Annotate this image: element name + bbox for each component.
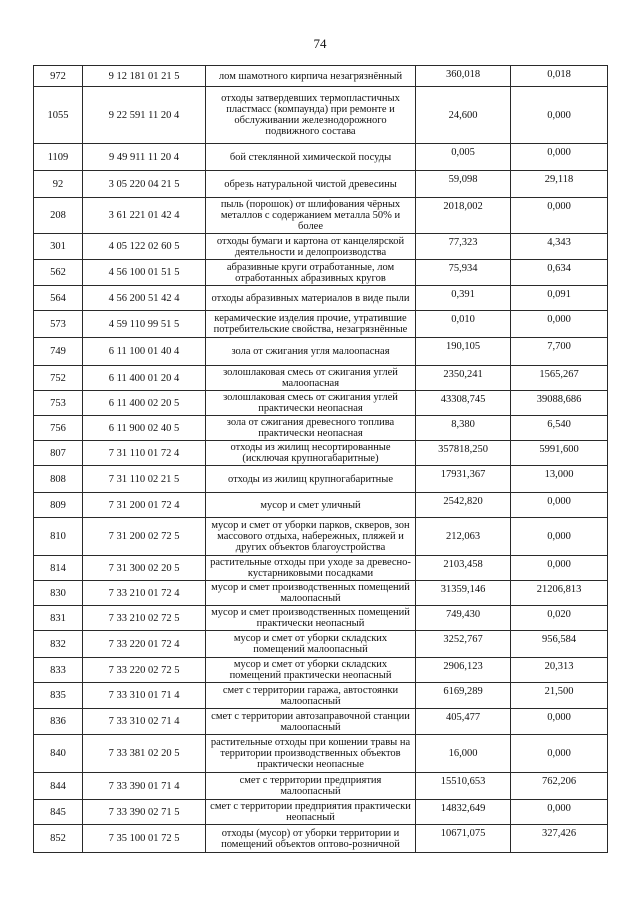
row-number-cell: 831 — [34, 606, 83, 631]
table-row — [34, 825, 608, 853]
value-1-cell: 14832,649 — [416, 800, 511, 825]
waste-code-cell: 7 33 310 01 71 4 — [83, 683, 206, 709]
row-number-cell: 753 — [34, 391, 83, 416]
waste-name-cell: растительные отходы при уходе за древесно-кустарниковыми посадками — [206, 556, 416, 581]
table-row — [34, 773, 608, 800]
waste-name-cell: смет с территории предприятия практически неопасный — [206, 800, 416, 825]
value-2-cell: 0,000 — [511, 198, 608, 234]
table-row — [34, 556, 608, 581]
waste-table — [33, 65, 608, 853]
value-1-cell: 2542,820 — [416, 493, 511, 518]
value-1-cell: 360,018 — [416, 66, 511, 87]
waste-code-cell: 6 11 900 02 40 5 — [83, 416, 206, 441]
waste-name-cell: мусор и смет от уборки парков, скверов, зон массового отдыха, набережных, пляжей и других объектов благоустройства — [206, 518, 416, 556]
waste-code-cell: 4 56 200 51 42 4 — [83, 286, 206, 311]
table-row — [34, 391, 608, 416]
value-1-cell: 43308,745 — [416, 391, 511, 416]
waste-code-cell: 6 11 400 02 20 5 — [83, 391, 206, 416]
value-2-cell: 0,000 — [511, 493, 608, 518]
value-2-cell: 0,091 — [511, 286, 608, 311]
table-row — [34, 735, 608, 773]
waste-code-cell: 7 33 390 01 71 4 — [83, 773, 206, 800]
waste-name-cell: смет с территории автозаправочной станции малоопасный — [206, 709, 416, 735]
value-2-cell: 0,000 — [511, 735, 608, 773]
waste-name-cell: мусор и смет производственных помещений малоопасный — [206, 581, 416, 606]
waste-code-cell: 3 61 221 01 42 4 — [83, 198, 206, 234]
value-1-cell: 0,005 — [416, 144, 511, 171]
table-row — [34, 658, 608, 683]
value-2-cell: 0,000 — [511, 144, 608, 171]
waste-name-cell: мусор и смет от уборки складских помещений практически неопасный — [206, 658, 416, 683]
waste-name-cell: мусор и смет от уборки складских помещений малоопасный — [206, 631, 416, 658]
table-row — [34, 606, 608, 631]
table-row — [34, 338, 608, 366]
table-row — [34, 366, 608, 391]
waste-name-cell: отходы (мусор) от уборки территории и помещений объектов оптово-розничной — [206, 825, 416, 853]
waste-name-cell: отходы из жилищ крупногабаритные — [206, 466, 416, 493]
value-2-cell: 1565,267 — [511, 366, 608, 391]
value-2-cell: 6,540 — [511, 416, 608, 441]
table-row — [34, 800, 608, 825]
table-row — [34, 171, 608, 198]
table-row — [34, 683, 608, 709]
table-row — [34, 466, 608, 493]
waste-code-cell: 4 05 122 02 60 5 — [83, 234, 206, 260]
row-number-cell: 810 — [34, 518, 83, 556]
row-number-cell: 1055 — [34, 87, 83, 144]
value-1-cell: 77,323 — [416, 234, 511, 260]
waste-name-cell: смет с территории гаража, автостоянки малоопасный — [206, 683, 416, 709]
value-2-cell: 0,000 — [511, 800, 608, 825]
value-2-cell: 0,000 — [511, 556, 608, 581]
waste-code-cell: 9 49 911 11 20 4 — [83, 144, 206, 171]
value-1-cell: 59,098 — [416, 171, 511, 198]
waste-name-cell: пыль (порошок) от шлифования чёрных металлов с содержанием металла 50% и более — [206, 198, 416, 234]
value-1-cell: 6169,289 — [416, 683, 511, 709]
waste-code-cell: 7 31 110 01 72 4 — [83, 441, 206, 466]
waste-code-cell: 7 33 381 02 20 5 — [83, 735, 206, 773]
value-2-cell: 13,000 — [511, 466, 608, 493]
value-2-cell: 0,000 — [511, 709, 608, 735]
row-number-cell: 756 — [34, 416, 83, 441]
waste-name-cell: отходы затвердевших термопластичных пластмасс (компаунда) при ремонте и обслуживании железнодорожного подвижного состава — [206, 87, 416, 144]
row-number-cell: 832 — [34, 631, 83, 658]
value-1-cell: 2906,123 — [416, 658, 511, 683]
row-number-cell: 852 — [34, 825, 83, 853]
waste-name-cell: обрезь натуральной чистой древесины — [206, 171, 416, 198]
waste-code-cell: 7 33 210 02 72 5 — [83, 606, 206, 631]
page-number: 74 — [313, 36, 327, 51]
waste-name-cell: зола от сжигания древесного топлива практически неопасная — [206, 416, 416, 441]
waste-code-cell: 7 31 110 02 21 5 — [83, 466, 206, 493]
waste-name-cell: золошлаковая смесь от сжигания углей малоопасная — [206, 366, 416, 391]
row-number-cell: 573 — [34, 311, 83, 338]
value-2-cell: 7,700 — [511, 338, 608, 366]
waste-name-cell: мусор и смет уличный — [206, 493, 416, 518]
value-1-cell: 0,391 — [416, 286, 511, 311]
value-2-cell: 4,343 — [511, 234, 608, 260]
value-1-cell: 8,380 — [416, 416, 511, 441]
row-number-cell: 809 — [34, 493, 83, 518]
waste-code-cell: 7 33 220 02 72 5 — [83, 658, 206, 683]
row-number-cell: 833 — [34, 658, 83, 683]
value-1-cell: 212,063 — [416, 518, 511, 556]
waste-code-cell: 4 59 110 99 51 5 — [83, 311, 206, 338]
value-1-cell: 405,477 — [416, 709, 511, 735]
waste-code-cell: 7 33 310 02 71 4 — [83, 709, 206, 735]
table-row — [34, 66, 608, 87]
value-2-cell: 0,000 — [511, 311, 608, 338]
row-number-cell: 807 — [34, 441, 83, 466]
row-number-cell: 972 — [34, 66, 83, 87]
value-2-cell: 21,500 — [511, 683, 608, 709]
waste-code-cell: 7 31 200 02 72 5 — [83, 518, 206, 556]
table-row — [34, 234, 608, 260]
value-2-cell: 956,584 — [511, 631, 608, 658]
row-number-cell: 830 — [34, 581, 83, 606]
value-1-cell: 3252,767 — [416, 631, 511, 658]
table-row — [34, 87, 608, 144]
waste-name-cell: мусор и смет производственных помещений практически неопасный — [206, 606, 416, 631]
value-1-cell: 17931,367 — [416, 466, 511, 493]
table-row — [34, 493, 608, 518]
value-2-cell: 0,020 — [511, 606, 608, 631]
table-row — [34, 441, 608, 466]
row-number-cell: 840 — [34, 735, 83, 773]
row-number-cell: 92 — [34, 171, 83, 198]
waste-name-cell: отходы бумаги и картона от канцелярской деятельности и делопроизводства — [206, 234, 416, 260]
value-1-cell: 31359,146 — [416, 581, 511, 606]
value-1-cell: 10671,075 — [416, 825, 511, 853]
waste-code-cell: 6 11 100 01 40 4 — [83, 338, 206, 366]
waste-name-cell: смет с территории предприятия малоопасный — [206, 773, 416, 800]
value-1-cell: 16,000 — [416, 735, 511, 773]
waste-code-cell: 6 11 400 01 20 4 — [83, 366, 206, 391]
waste-name-cell: растительные отходы при кошении травы на территории производственных объектов практически неопасные — [206, 735, 416, 773]
waste-name-cell: абразивные круги отработанные, лом отработанных абразивных кругов — [206, 260, 416, 286]
value-1-cell: 190,105 — [416, 338, 511, 366]
value-2-cell: 0,018 — [511, 66, 608, 87]
waste-name-cell: отходы из жилищ несортированные (исключая крупногабаритные) — [206, 441, 416, 466]
waste-name-cell: керамические изделия прочие, утратившие потребительские свойства, незагрязнённые — [206, 311, 416, 338]
value-2-cell: 5991,600 — [511, 441, 608, 466]
row-number-cell: 562 — [34, 260, 83, 286]
row-number-cell: 1109 — [34, 144, 83, 171]
waste-name-cell: лом шамотного кирпича незагрязнённый — [206, 66, 416, 87]
value-2-cell: 20,313 — [511, 658, 608, 683]
waste-code-cell: 9 22 591 11 20 4 — [83, 87, 206, 144]
value-1-cell: 15510,653 — [416, 773, 511, 800]
table-row — [34, 286, 608, 311]
waste-name-cell: золошлаковая смесь от сжигания углей практически неопасная — [206, 391, 416, 416]
table-row — [34, 198, 608, 234]
row-number-cell: 845 — [34, 800, 83, 825]
waste-code-cell: 7 31 200 01 72 4 — [83, 493, 206, 518]
waste-name-cell: зола от сжигания угля малоопасная — [206, 338, 416, 366]
table-row — [34, 581, 608, 606]
row-number-cell: 749 — [34, 338, 83, 366]
value-2-cell: 39088,686 — [511, 391, 608, 416]
waste-code-cell: 7 33 220 01 72 4 — [83, 631, 206, 658]
table-row — [34, 518, 608, 556]
waste-code-cell: 3 05 220 04 21 5 — [83, 171, 206, 198]
value-2-cell: 0,000 — [511, 87, 608, 144]
row-number-cell: 564 — [34, 286, 83, 311]
value-2-cell: 0,634 — [511, 260, 608, 286]
row-number-cell: 301 — [34, 234, 83, 260]
waste-table-body — [34, 66, 608, 853]
waste-name-cell: отходы абразивных материалов в виде пыли — [206, 286, 416, 311]
row-number-cell: 808 — [34, 466, 83, 493]
row-number-cell: 844 — [34, 773, 83, 800]
waste-code-cell: 7 35 100 01 72 5 — [83, 825, 206, 853]
waste-code-cell: 4 56 100 01 51 5 — [83, 260, 206, 286]
value-1-cell: 24,600 — [416, 87, 511, 144]
value-2-cell: 0,000 — [511, 518, 608, 556]
waste-code-cell: 9 12 181 01 21 5 — [83, 66, 206, 87]
row-number-cell: 814 — [34, 556, 83, 581]
table-row — [34, 144, 608, 171]
table-row — [34, 260, 608, 286]
value-2-cell: 327,426 — [511, 825, 608, 853]
value-1-cell: 2103,458 — [416, 556, 511, 581]
row-number-cell: 208 — [34, 198, 83, 234]
value-1-cell: 2018,002 — [416, 198, 511, 234]
value-2-cell: 762,206 — [511, 773, 608, 800]
waste-code-cell: 7 31 300 02 20 5 — [83, 556, 206, 581]
value-1-cell: 2350,241 — [416, 366, 511, 391]
waste-name-cell: бой стеклянной химической посуды — [206, 144, 416, 171]
value-1-cell: 749,430 — [416, 606, 511, 631]
table-row — [34, 631, 608, 658]
value-2-cell: 21206,813 — [511, 581, 608, 606]
value-1-cell: 75,934 — [416, 260, 511, 286]
table-row — [34, 709, 608, 735]
row-number-cell: 752 — [34, 366, 83, 391]
row-number-cell: 835 — [34, 683, 83, 709]
table-row — [34, 416, 608, 441]
table-row — [34, 311, 608, 338]
row-number-cell: 836 — [34, 709, 83, 735]
waste-code-cell: 7 33 210 01 72 4 — [83, 581, 206, 606]
value-1-cell: 0,010 — [416, 311, 511, 338]
value-2-cell: 29,118 — [511, 171, 608, 198]
value-1-cell: 357818,250 — [416, 441, 511, 466]
waste-code-cell: 7 33 390 02 71 5 — [83, 800, 206, 825]
